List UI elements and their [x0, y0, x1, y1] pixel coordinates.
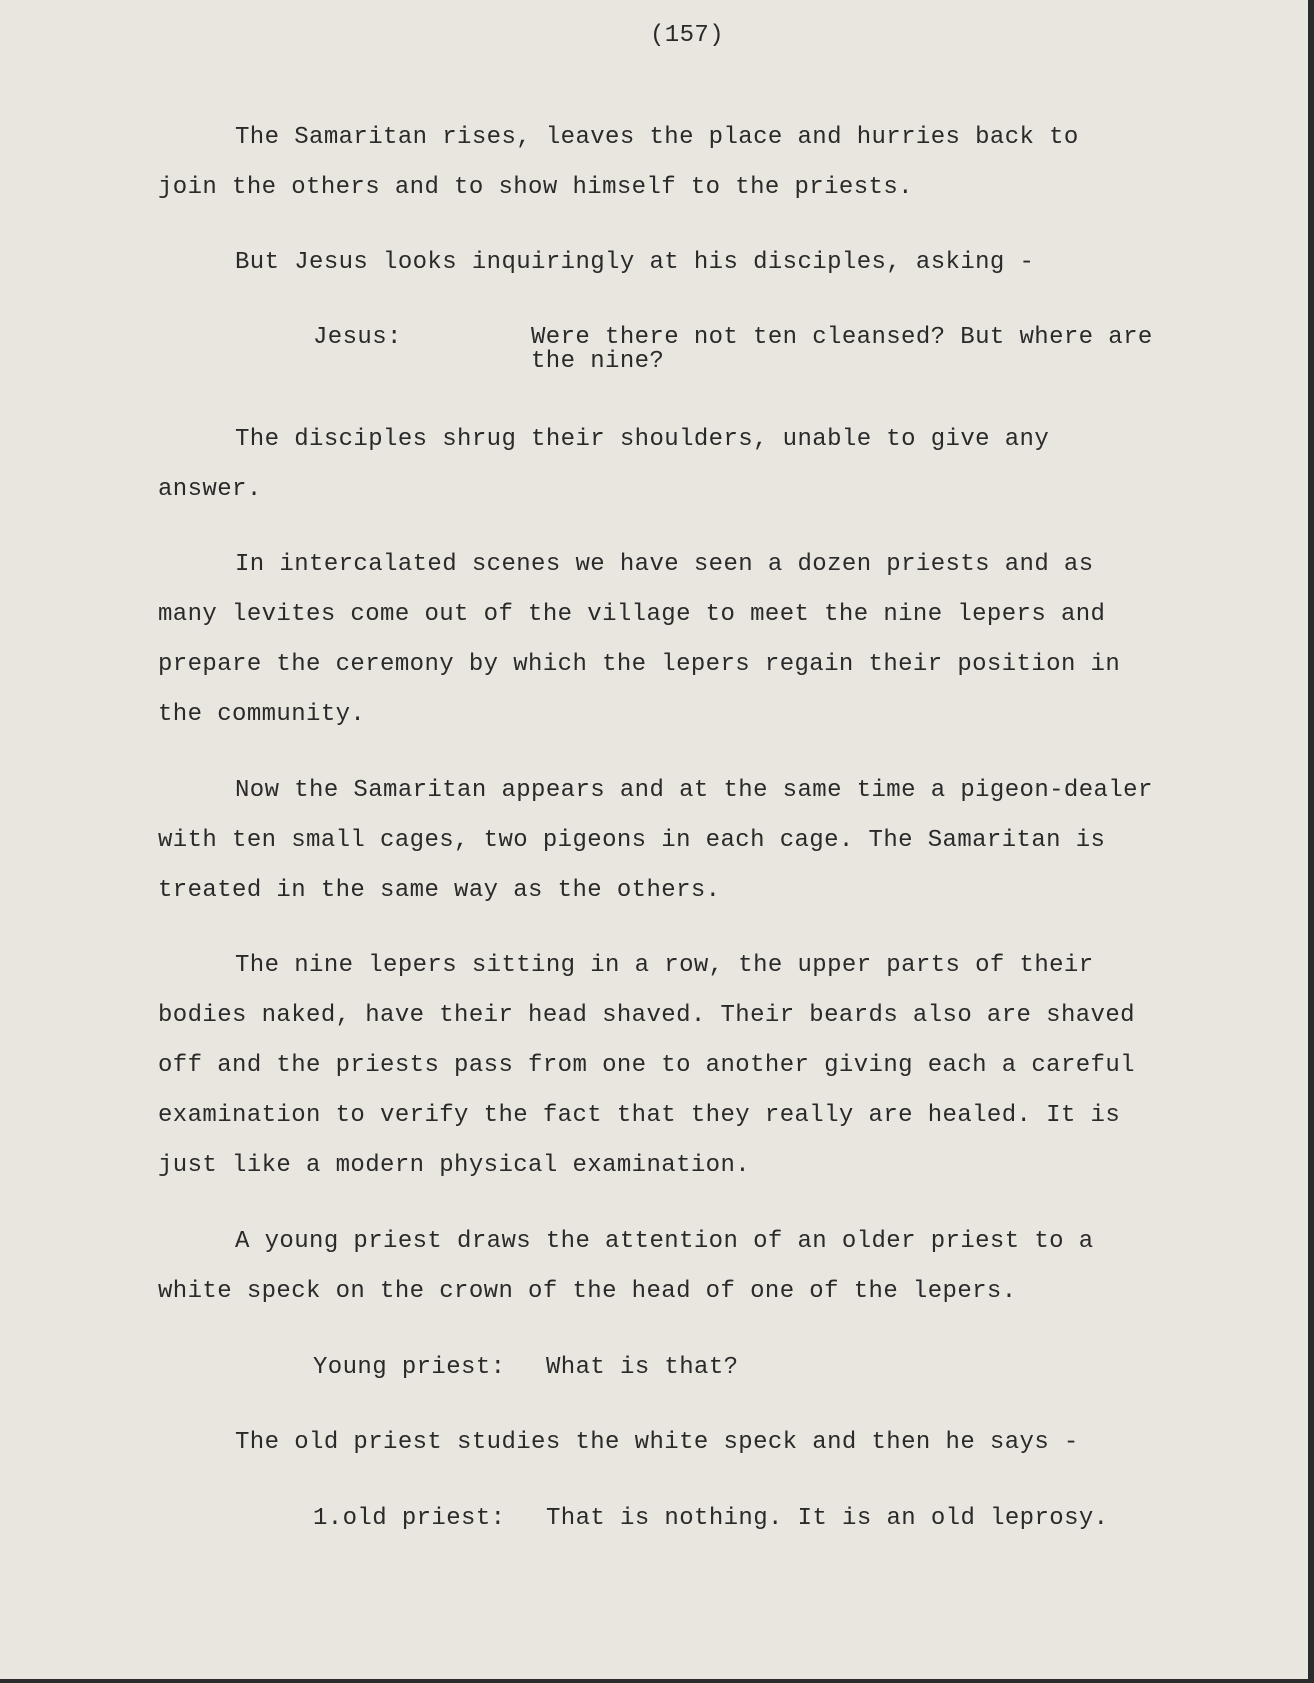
scan-edge-right [1308, 0, 1314, 1683]
paragraph-line: answer. [158, 476, 262, 503]
paragraph-line: many levites come out of the village to meet the nine lepers and [158, 601, 1106, 628]
page-number: (157) [650, 22, 725, 49]
paragraph-line: The disciples shrug their shoulders, unable to give any [235, 426, 1050, 453]
paragraph-line: join the others and to show himself to the priests. [158, 174, 913, 201]
dialogue-speaker: Young priest: [313, 1354, 506, 1381]
paragraph-line: the community. [158, 701, 366, 728]
paragraph-line: A young priest draws the attention of an older priest to a [235, 1228, 1094, 1255]
paragraph-line: white speck on the crown of the head of one of the lepers. [158, 1278, 1017, 1305]
paragraph-line: examination to verify the fact that they really are healed. It is [158, 1102, 1121, 1129]
dialogue-speaker: 1.old priest: [313, 1505, 506, 1532]
dialogue-speaker: Jesus: [313, 324, 402, 351]
paragraph-line: The Samaritan rises, leaves the place and hurries back to [235, 124, 1079, 151]
paragraph-line: bodies naked, have their head shaved. Their beards also are shaved [158, 1002, 1135, 1029]
paragraph-line: The nine lepers sitting in a row, the upper parts of their [235, 952, 1094, 979]
paragraph-line: But Jesus looks inquiringly at his disciples, asking - [235, 249, 1035, 276]
dialogue-line: the nine? [531, 348, 665, 375]
paragraph-line: Now the Samaritan appears and at the same time a pigeon-dealer [235, 777, 1153, 804]
dialogue-line: What is that? [546, 1354, 739, 1381]
paragraph-line: In intercalated scenes we have seen a dozen priests and as [235, 551, 1094, 578]
dialogue-line: Were there not ten cleansed? But where are [531, 324, 1153, 351]
paragraph-line: treated in the same way as the others. [158, 877, 721, 904]
scan-edge-bottom [0, 1679, 1314, 1683]
paragraph-line: The old priest studies the white speck and then he says - [235, 1429, 1079, 1456]
dialogue-line: That is nothing. It is an old leprosy. [546, 1505, 1109, 1532]
paragraph-line: prepare the ceremony by which the lepers regain their position in [158, 651, 1121, 678]
paragraph-line: off and the priests pass from one to another giving each a careful [158, 1052, 1135, 1079]
paragraph-line: with ten small cages, two pigeons in each cage. The Samaritan is [158, 827, 1106, 854]
paragraph-line: just like a modern physical examination. [158, 1152, 751, 1179]
